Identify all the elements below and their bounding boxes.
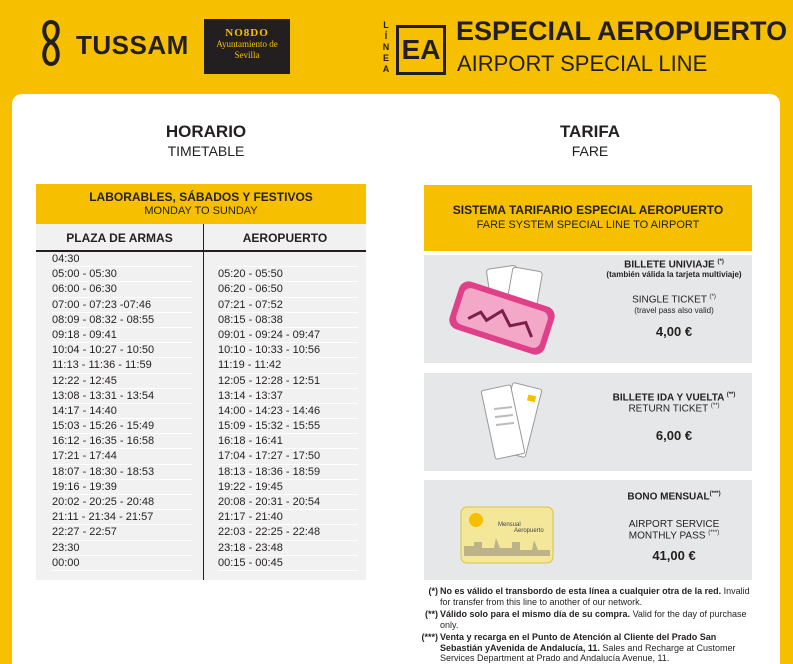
- monthly-name-es: BONO MENSUAL: [627, 491, 710, 503]
- fare-heading-es: TARIFA: [559, 122, 621, 141]
- time-row-aeropuerto: 06:20 - 06:50: [218, 282, 358, 297]
- fare-system-header: [424, 185, 752, 251]
- time-row-aeropuerto: [218, 252, 358, 267]
- time-row-aeropuerto: 19:22 - 19:45: [218, 480, 358, 495]
- time-row-aeropuerto: 16:18 - 16:41: [218, 434, 358, 449]
- time-row-plaza-de-armas: 13:08 - 13:31 - 13:54: [52, 389, 192, 404]
- single-mark: (*): [717, 259, 724, 265]
- footnote-2: [410, 609, 760, 630]
- city-badge-line1: NO8DO: [225, 27, 269, 39]
- return-mark: (**): [726, 392, 736, 398]
- days-en: MONDAY TO SUNDAY: [144, 205, 258, 217]
- time-row-aeropuerto: 13:14 - 13:37: [218, 389, 358, 404]
- column-divider: [203, 224, 204, 580]
- return-mark-en: (**): [710, 403, 720, 410]
- fare-system-en: FARE SYSTEM SPECIAL LINE TO AIRPORT: [476, 219, 700, 231]
- timetable-days-header: [36, 184, 366, 224]
- footnote-1-en: Invalid for transfer from this line to another of our network.: [440, 586, 750, 607]
- footnote-2-es: Válido solo para el mismo día de su compra.: [440, 609, 631, 619]
- time-row-aeropuerto: 08:15 - 08:38: [218, 313, 358, 328]
- timetable-table: [36, 184, 366, 580]
- days-es: LABORABLES, SÁBADOS Y FESTIVOS: [89, 190, 313, 204]
- city-badge-line3: Sevilla: [234, 50, 260, 60]
- single-mark-en: (*): [709, 294, 716, 301]
- fare-return-ticket: [424, 373, 752, 471]
- time-row-plaza-de-armas: 17:21 - 17:44: [52, 449, 192, 464]
- return-ticket-info: [604, 392, 744, 443]
- footnote-1-mark: (*): [428, 586, 438, 596]
- return-name-en: RETURN TICKET: [628, 403, 709, 415]
- fare-heading: [530, 122, 650, 159]
- time-row-plaza-de-armas: 15:03 - 15:26 - 15:49: [52, 419, 192, 434]
- time-row-plaza-de-armas: 04:30: [52, 252, 192, 267]
- time-row-plaza-de-armas: 07:00 - 07:23 -07:46: [52, 298, 192, 313]
- time-row-plaza-de-armas: 16:12 - 16:35 - 16:58: [52, 434, 192, 449]
- time-row-plaza-de-armas: 05:00 - 05:30: [52, 267, 192, 282]
- time-row-aeropuerto: 10:10 - 10:33 - 10:56: [218, 343, 358, 358]
- footnotes: [410, 586, 760, 664]
- line-title-en: AIRPORT SPECIAL LINE: [457, 51, 708, 76]
- tussam-logo-icon: [36, 18, 66, 68]
- time-row-plaza-de-armas: 12:22 - 12:45: [52, 374, 192, 389]
- time-row-plaza-de-armas: 14:17 - 14:40: [52, 404, 192, 419]
- time-row-aeropuerto: 07:21 - 07:52: [218, 298, 358, 313]
- time-row-plaza-de-armas: 06:00 - 06:30: [52, 282, 192, 297]
- time-row-aeropuerto: 21:17 - 21:40: [218, 510, 358, 525]
- timetable-heading: [146, 122, 266, 159]
- monthly-pass-info: [604, 491, 744, 563]
- time-row-plaza-de-armas: 22:27 - 22:57: [52, 525, 192, 540]
- time-row-aeropuerto: 11:19 - 11:42: [218, 358, 358, 373]
- line-code-badge: EA: [396, 25, 446, 75]
- time-row-plaza-de-armas: 10:04 - 10:27 - 10:50: [52, 343, 192, 358]
- line-title-es: ESPECIAL AEROPUERTO: [456, 16, 788, 46]
- single-name-es: BILLETE UNIVIAJE: [624, 259, 715, 271]
- column-header-plaza-de-armas: PLAZA DE ARMAS: [36, 224, 203, 252]
- single-name-en: SINGLE TICKET: [632, 294, 707, 306]
- time-row-aeropuerto: 23:18 - 23:48: [218, 541, 358, 556]
- time-row-aeropuerto: 05:20 - 05:50: [218, 267, 358, 282]
- single-note-en: (travel pass also valid): [634, 305, 714, 315]
- time-row-aeropuerto: 15:09 - 15:32 - 15:55: [218, 419, 358, 434]
- single-note-es: (también válida la tarjeta multiviaje): [606, 270, 742, 280]
- footnote-3-en: Sales and Recharge at Customer Services Department at Prado and Andalucía Avenue, 11.: [440, 642, 736, 663]
- time-row-plaza-de-armas: 19:16 - 19:39: [52, 480, 192, 495]
- time-row-aeropuerto: 18:13 - 18:36 - 18:59: [218, 465, 358, 480]
- return-price: 6,00 €: [655, 427, 693, 443]
- card-label-1: Mensual: [498, 522, 521, 528]
- city-badge-line2: Ayuntamiento de: [216, 39, 278, 49]
- time-row-aeropuerto: 12:05 - 12:28 - 12:51: [218, 374, 358, 389]
- time-row-aeropuerto: 00:15 - 00:45: [218, 556, 358, 571]
- timetable-heading-es: HORARIO: [165, 122, 247, 141]
- time-row-plaza-de-armas: 11:13 - 11:36 - 11:59: [52, 358, 192, 373]
- time-row-plaza-de-armas: 23:30: [52, 541, 192, 556]
- card-label-2: Aeropuerto: [514, 528, 544, 534]
- time-row-aeropuerto: 17:04 - 17:27 - 17:50: [218, 449, 358, 464]
- single-ticket-illustration-icon: [440, 263, 560, 355]
- time-row-plaza-de-armas: 00:00: [52, 556, 192, 571]
- time-row-plaza-de-armas: 21:11 - 21:34 - 21:57: [52, 510, 192, 525]
- footnote-3-es: Venta y recarga en el Punto de Atención al Cliente del Prado San Sebastián yAvenida de Andalucía, 11.: [440, 632, 717, 653]
- monthly-pass-card-icon: [460, 506, 554, 564]
- timetable-heading-en: TIMETABLE: [167, 143, 245, 159]
- footnote-3: [410, 632, 760, 664]
- time-row-aeropuerto: 09:01 - 09:24 - 09:47: [218, 328, 358, 343]
- time-row-plaza-de-armas: 08:09 - 08:32 - 08:55: [52, 313, 192, 328]
- aeropuerto-times: [218, 252, 358, 571]
- fare-monthly-pass: [424, 480, 752, 580]
- monthly-price: 41,00 €: [652, 547, 696, 563]
- fare-system-es: SISTEMA TARIFARIO ESPECIAL AEROPUERTO: [452, 203, 724, 217]
- time-row-aeropuerto: 22:03 - 22:25 - 22:48: [218, 525, 358, 540]
- column-header-aeropuerto: AEROPUERTO: [204, 224, 366, 252]
- time-row-plaza-de-armas: 18:07 - 18:30 - 18:53: [52, 465, 192, 480]
- plaza-de-armas-times: [52, 252, 192, 571]
- city-council-logo: [204, 19, 290, 74]
- return-name-es: BILLETE IDA Y VUELTA: [612, 392, 724, 404]
- monthly-mark-en: (***): [708, 530, 720, 537]
- return-ticket-illustration-icon: [474, 379, 554, 465]
- footnote-1-es: No es válido el transbordo de esta línea a cualquier otra de la red.: [440, 586, 722, 596]
- time-row-aeropuerto: 14:00 - 14:23 - 14:46: [218, 404, 358, 419]
- time-row-plaza-de-armas: 09:18 - 09:41: [52, 328, 192, 343]
- fare-single-ticket: [424, 255, 752, 363]
- single-price: 4,00 €: [655, 323, 693, 339]
- monthly-mark: (***): [709, 491, 721, 497]
- linea-label: L Í N E A: [382, 20, 390, 74]
- monthly-name-en-1: AIRPORT SERVICE: [628, 519, 720, 531]
- footnote-3-mark: (***): [421, 632, 438, 642]
- time-row-aeropuerto: 20:08 - 20:31 - 20:54: [218, 495, 358, 510]
- time-row-plaza-de-armas: 20:02 - 20:25 - 20:48: [52, 495, 192, 510]
- brand-name: TUSSAM: [76, 30, 189, 60]
- footnote-2-mark: (**): [425, 609, 438, 619]
- single-ticket-info: [604, 259, 744, 339]
- footnote-1: [410, 586, 760, 607]
- fare-heading-en: FARE: [571, 143, 609, 159]
- monthly-name-en-2: MONTHLY PASS: [628, 530, 706, 542]
- footnote-2-en: Valid for the day of purchase only.: [440, 609, 747, 630]
